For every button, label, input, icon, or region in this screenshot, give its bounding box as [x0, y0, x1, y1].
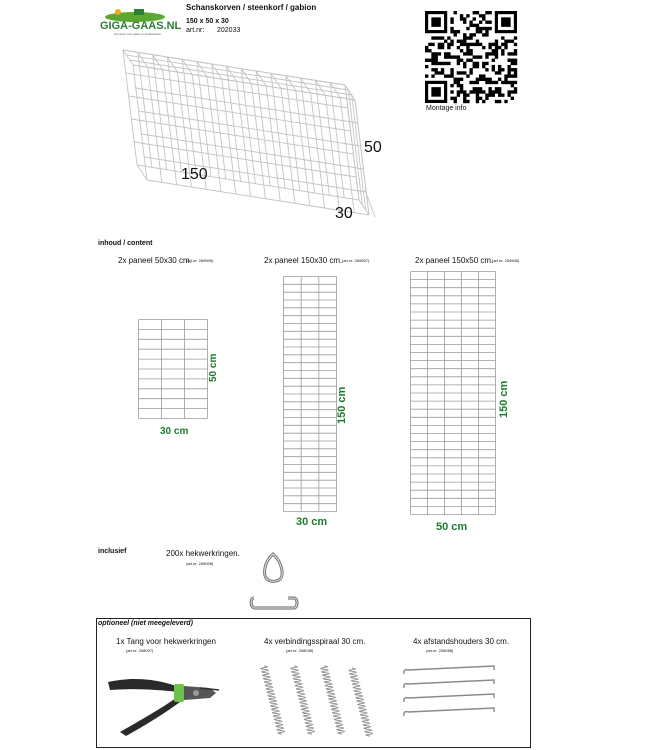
fence-ring-closed-icon	[248, 590, 300, 614]
brand-logo	[100, 6, 182, 36]
included-label: 200x hekwerkringen.	[166, 549, 240, 558]
fence-ring-icon	[258, 550, 288, 586]
panel-3-width: 50 cm	[436, 521, 468, 533]
panel-1-label: 2x paneel 50x30 cm.	[118, 256, 192, 265]
optional-heading: optioneel (niet meegeleverd)	[98, 620, 193, 627]
artnr-label: art.nr:	[186, 27, 205, 34]
panel-150x30-grid	[283, 276, 337, 512]
gabion-3d-drawing	[108, 40, 388, 220]
panel-50x30-grid	[138, 319, 208, 419]
dimension-height: 50	[364, 139, 382, 156]
panel-3-height: 150 cm	[498, 380, 510, 418]
brand-tagline: Uw shop voor gaas en tuinhekwerk	[114, 32, 161, 36]
brand-name: GIGA-GAAS.NL	[100, 20, 182, 32]
panel-3-label: 2x paneel 150x50 cm.	[415, 256, 494, 265]
included-artnr: (art.nr. 208008)	[186, 561, 214, 566]
product-size: 150 x 50 x 30	[186, 18, 229, 25]
qr-caption: Montage info	[426, 105, 467, 112]
dimension-length: 150	[181, 166, 208, 183]
spacer-rod-icon	[400, 664, 500, 724]
panel-1-width: 30 cm	[160, 426, 189, 437]
included-heading: inclusief	[98, 548, 127, 555]
panel-2-height: 150 cm	[336, 386, 348, 424]
page-title: Schanskorven / steenkorf / gabion	[186, 3, 317, 12]
artnr-value: 202033	[217, 27, 241, 34]
optional-item-2-artnr: (art.nr. 208038)	[286, 648, 314, 653]
connecting-spiral-icon	[256, 660, 366, 740]
panel-1-artnr: (art.nr. 269509)	[186, 258, 214, 263]
optional-item-3-artnr: (art.nr. 208058)	[426, 648, 454, 653]
pliers-icon	[104, 666, 224, 736]
content-heading: inhoud / content	[98, 240, 153, 247]
panel-2-artnr: (art.nr. 269507)	[342, 258, 370, 263]
optional-item-1-label: 1x Tang voor hekwerkringen	[116, 637, 216, 646]
optional-item-3-label: 4x afstandshouders 30 cm.	[413, 637, 510, 646]
panel-2-label: 2x paneel 150x30 cm.	[264, 256, 343, 265]
dimension-depth: 30	[335, 205, 353, 222]
panel-150x50-grid	[410, 271, 496, 515]
optional-item-1-artnr: (art.nr. 208007)	[126, 648, 154, 653]
qr-code-icon[interactable]	[425, 11, 517, 103]
optional-item-2-label: 4x verbindingsspiraal 30 cm.	[264, 637, 366, 646]
panel-2-width: 30 cm	[296, 516, 328, 528]
panel-3-artnr: (art.nr. 269506)	[492, 258, 520, 263]
panel-1-height: 50 cm	[208, 353, 219, 382]
